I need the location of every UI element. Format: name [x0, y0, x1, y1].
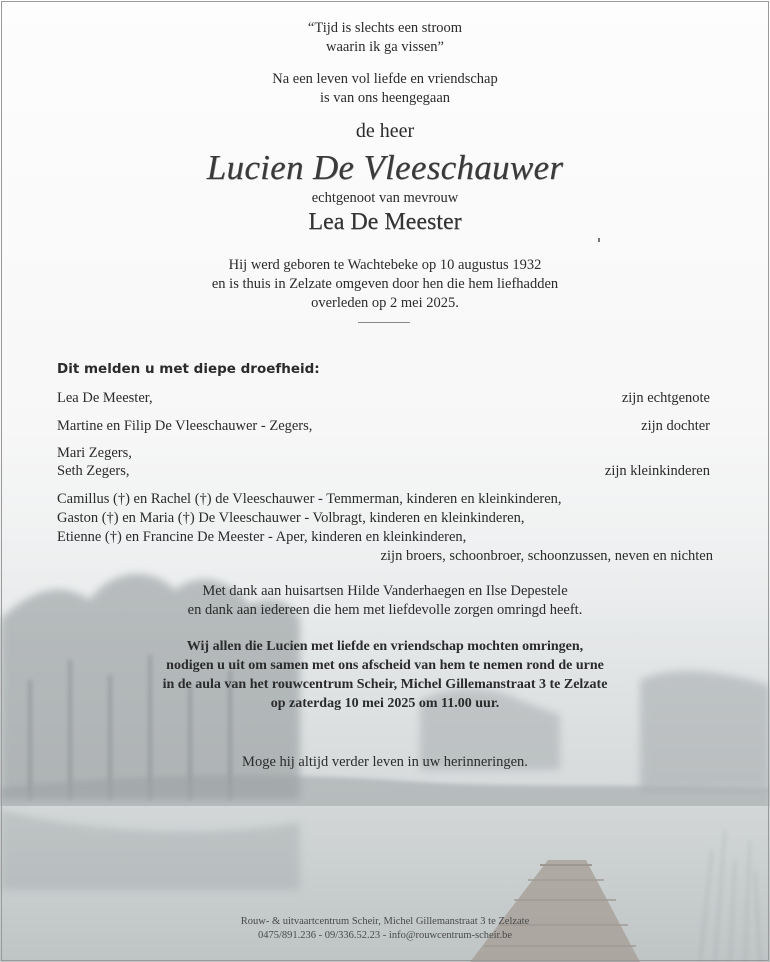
birth-death-line: en is thuis in Zelzate omgeven door hen die hem liefhadden [211, 276, 559, 292]
intro-line: is van ons heengegaan [319, 90, 451, 106]
salutation: de heer [355, 120, 415, 142]
family-line: Camillus (†) en Rachel (†) de Vleeschauwer - Temmerman, kinderen en kleinkinderen, [57, 491, 562, 507]
invitation-line: Wij allen die Lucien met liefde en vriendschap mochten omringen, [186, 639, 584, 654]
relative-name: Mari Zegers, [57, 445, 132, 461]
invitation-line: op zaterdag 10 mei 2025 om 11.00 uur. [270, 696, 500, 711]
birth-death-line: Hij werd geboren te Wachtebeke op 10 augustus 1932 [228, 257, 542, 273]
invitation-text [0, 637, 770, 713]
opening-quote [0, 19, 770, 57]
relative-name: Seth Zegers, [57, 463, 130, 479]
birth-death-text [0, 256, 770, 313]
announcement-heading: Dit melden u met diepe droefheid: [57, 361, 320, 377]
family-summary: zijn broers, schoonbroer, schoonzussen, neven en nichten [380, 548, 713, 564]
thanks-line: Met dank aan huisartsen Hilde Vanderhaegen en Ilse Depestele [202, 583, 568, 599]
relative-role: zijn kleinkinderen [604, 463, 710, 479]
funeral-home-footer [0, 915, 770, 943]
deceased-name: Lucien De Vleeschauwer [206, 148, 564, 187]
closing-wish: Moge hij altijd verder leven in uw herinneringen. [242, 754, 528, 770]
birth-death-line: overleden op 2 mei 2025. [311, 295, 459, 311]
intro-text [0, 70, 770, 108]
invitation-line: in de aula van het rouwcentrum Scheir, Michel Gillemanstraat 3 te Zelzate [162, 677, 608, 692]
relative-role: zijn dochter [641, 418, 710, 434]
spouse-name: Lea De Meester [308, 209, 462, 235]
relative-role: zijn echtgenote [621, 390, 710, 406]
divider-line [358, 322, 410, 323]
print-speck [598, 238, 600, 242]
invitation-line: nodigen u uit om samen met ons afscheid van hem te nemen rond de urne [166, 658, 604, 673]
family-line: Etienne (†) en Francine De Meester - Aper, kinderen en kleinkinderen, [57, 529, 467, 545]
quote-line: “Tijd is slechts een stroom [307, 20, 463, 36]
intro-line: Na een leven vol liefde en vriendschap [272, 71, 498, 87]
footer-contact: 0475/891.236 - 09/336.52.23 - info@rouwcentrum-scheir.be [257, 930, 513, 941]
quote-line: waarin ik ga vissen” [326, 39, 444, 55]
thanks-line: en dank aan iedereen die hem met liefdevolle zorgen omringd heeft. [187, 602, 583, 618]
thanks-text [0, 582, 770, 620]
footer-address: Rouw- & uitvaartcentrum Scheir, Michel Gillemanstraat 3 te Zelzate [240, 916, 530, 927]
relative-name: Martine en Filip De Vleeschauwer - Zegers, [57, 418, 313, 434]
family-line: Gaston (†) en Maria (†) De Vleeschauwer - Volbragt, kinderen en kleinkinderen, [57, 510, 525, 526]
relative-name: Lea De Meester, [57, 390, 153, 406]
spouse-label: echtgenoot van mevrouw [311, 190, 459, 206]
extended-family [57, 490, 713, 566]
